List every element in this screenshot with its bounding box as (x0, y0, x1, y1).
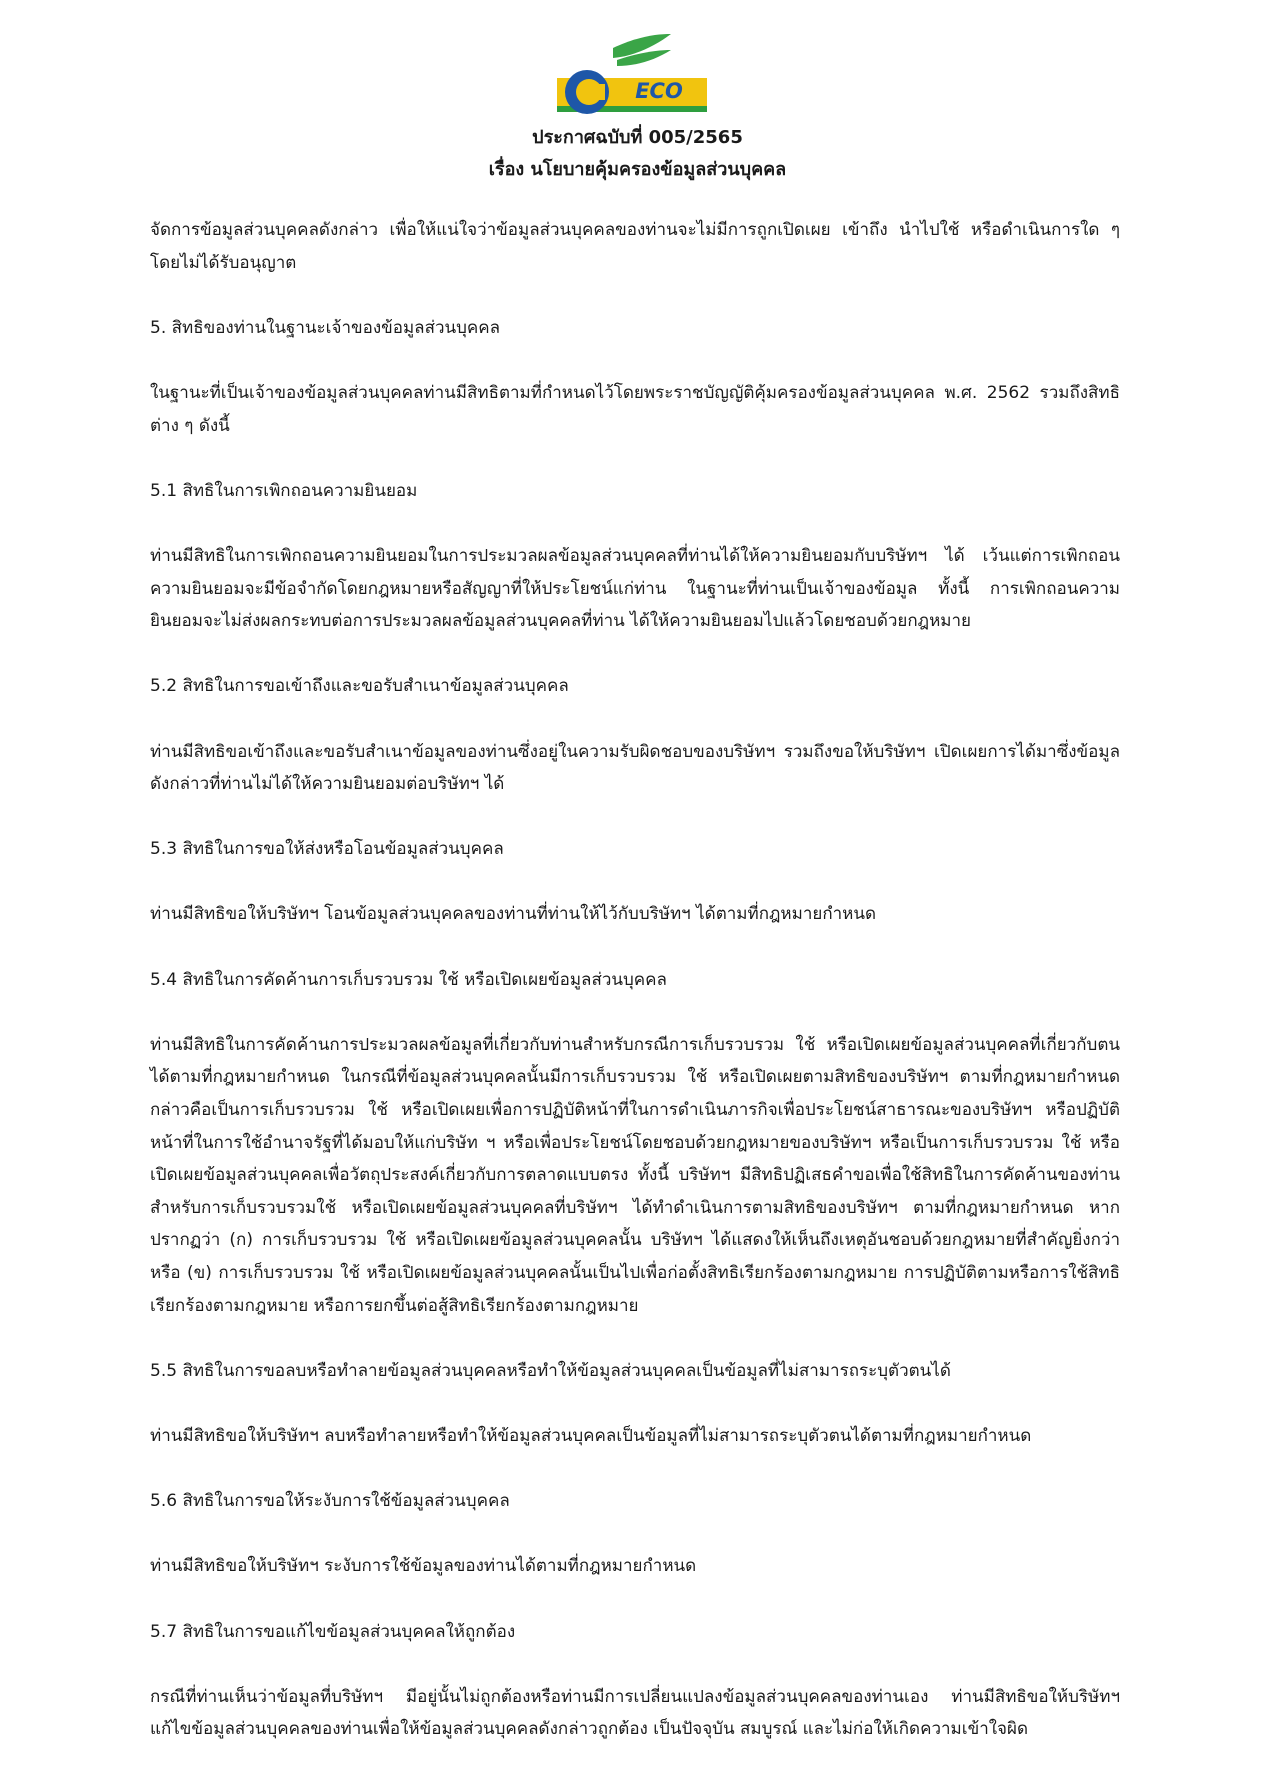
subsection-body: ท่านมีสิทธิในการเพิกถอนความยินยอมในการประมวลผลข้อมูลส่วนบุคคลที่ท่านได้ให้ความยินยอมกับบริษัทฯ ได้ เว้นแต่การเพิกถอนความยินยอมจะมีข้อจำกัดโดยกฎหมายหรือสัญญาที่ให้ประโยชน์แก่ท่าน ในฐานะที่ท่านเป็นเจ้าของข้อมูล ทั้งนี้ การเพิกถอนความยินยอมจะไม่ส่งผลกระทบต่อการประมวลผลข้อมูลส่วนบุคคลที่ท่าน ได้ให้ความยินยอมไปแล้วโดยชอบด้วยกฎหมาย (150, 545, 1120, 632)
subsection-5-7 (150, 1616, 1120, 1746)
section-5-heading: 5. สิทธิของท่านในฐานะเจ้าของข้อมูลส่วนบุคคล (150, 317, 501, 338)
subsection-5-1 (150, 475, 1120, 638)
subsection-5-6 (150, 1485, 1120, 1583)
intro-paragraph: จัดการข้อมูลส่วนบุคคลดังกล่าว เพื่อให้แน่ใจว่าข้อมูลส่วนบุคคลของท่านจะไม่มีการถูกเปิดเผย เข้าถึง นำไปใช้ หรือดำเนินการใด ๆ โดยไม่ได้รับอนุญาต (150, 220, 1120, 273)
subsection-title: 5.2 สิทธิในการขอเข้าถึงและขอรับสำเนาข้อมูลส่วนบุคคล (150, 676, 569, 697)
document-body (150, 214, 1120, 1779)
subsection-body: ท่านมีสิทธิขอให้บริษัทฯ โอนข้อมูลส่วนบุคคลของท่านที่ท่านให้ไว้กับบริษัทฯ ได้ตามที่กฎหมายกำหนด (150, 904, 877, 925)
subsection-body: ท่านมีสิทธิขอให้บริษัทฯ ระงับการใช้ข้อมูลของท่านได้ตามที่กฎหมายกำหนด (150, 1556, 697, 1577)
subsection-title: 5.1 สิทธิในการเพิกถอนความยินยอม (150, 480, 418, 501)
subsection-title: 5.5 สิทธิในการขอลบหรือทำลายข้อมูลส่วนบุคคลหรือทำให้ข้อมูลส่วนบุคคลเป็นข้อมูลที่ไม่สามารถระบุตัวตนได้ (150, 1360, 951, 1381)
subsection-body: ท่านมีสิทธิในการคัดค้านการประมวลผลข้อมูลที่เกี่ยวกับท่านสำหรับกรณีการเก็บรวบรวม ใช้ หรือเปิดเผยข้อมูลส่วนบุคคลที่เกี่ยวกับตนได้ตามที่กฎหมายกำหนด ในกรณีที่ข้อมูลส่วนบุคคลนั้นมีการเก็บรวบรวม ใช้ หรือเปิดเผยตามสิทธิของบริษัทฯ ตามที่กฎหมายกำหนด กล่าวคือเป็นการเก็บรวบรวม ใช้ หรือเปิดเผยเพื่อการปฏิบัติหน้าที่ในการดำเนินภารกิจเพื่อประโยชน์สาธารณะของบริษัทฯ หรือปฏิบัติหน้าที่ในการใช้อำนาจรัฐที่ได้มอบให้แก่บริษัท ฯ หรือเพื่อประโยชน์โดยชอบด้วยกฎหมายของบริษัทฯ หรือเป็นการเก็บรวบรวม ใช้ หรือเปิดเผยข้อมูลส่วนบุคคลเพื่อวัตถุประสงค์เกี่ยวกับการตลาดแบบตรง ทั้งนี้ บริษัทฯ มีสิทธิปฏิเสธคำขอเพื่อใช้สิทธิในการคัดค้านของท่านสำหรับการเก็บรวบรวมใช้ หรือเปิดเผยข้อมูลส่วนบุคคลที่บริษัทฯ ได้ทำดำเนินการตามสิทธิของบริษัทฯ ตามที่กฎหมายกำหนด หากปรากฏว่า (ก) การเก็บรวบรวม ใช้ หรือเปิดเผยข้อมูลส่วนบุคคลนั้น บริษัทฯ ได้แสดงให้เห็นถึงเหตุอันชอบด้วยกฎหมายที่สำคัญยิ่งกว่า หรือ (ข) การเก็บรวบรวม ใช้ หรือเปิดเผยข้อมูลส่วนบุคคลนั้นเป็นไปเพื่อก่อตั้งสิทธิเรียกร้องตามกฎหมาย การปฏิบัติตามหรือการใช้สิทธิเรียกร้องตามกฎหมาย หรือการยกขึ้นต่อสู้สิทธิเรียกร้องตามกฎหมาย (150, 1034, 1120, 1316)
subsection-title: 5.6 สิทธิในการขอให้ระงับการใช้ข้อมูลส่วนบุคคล (150, 1491, 510, 1512)
eco-logo (555, 34, 711, 120)
subsection-body: ท่านมีสิทธิขอเข้าถึงและขอรับสำเนาข้อมูลของท่านซึ่งอยู่ในความรับผิดชอบของบริษัทฯ รวมถึงขอให้บริษัทฯ เปิดเผยการได้มาซึ่งข้อมูลดังกล่าวที่ท่านไม่ได้ให้ความยินยอมต่อบริษัทฯ ได้ (150, 741, 1120, 795)
subsection-5-5 (150, 1355, 1120, 1453)
subsection-title: 5.7 สิทธิในการขอแก้ไขข้อมูลส่วนบุคคลให้ถูกต้อง (150, 1621, 516, 1642)
subsection-5-3 (150, 833, 1120, 931)
subsection-5-2 (150, 670, 1120, 800)
subsection-title: 5.3 สิทธิในการขอให้ส่งหรือโอนข้อมูลส่วนบุคคล (150, 839, 504, 860)
subsection-body: กรณีที่ท่านเห็นว่าข้อมูลที่บริษัทฯ มีอยู่นั้นไม่ถูกต้องหรือท่านมีการเปลี่ยนแปลงข้อมูลส่วนบุคคลของท่านเอง ท่านมีสิทธิขอให้บริษัทฯ แก้ไขข้อมูลส่วนบุคคลของท่านเพื่อให้ข้อมูลส่วนบุคคลดังกล่าวถูกต้อง เป็นปัจจุบัน สมบูรณ์ และไม่ก่อให้เกิดความเข้าใจผิด (150, 1686, 1120, 1740)
announcement-number: ประกาศฉบับที่ 005/2565 (532, 127, 743, 148)
subsection-body: ท่านมีสิทธิขอให้บริษัทฯ ลบหรือทำลายหรือทำให้ข้อมูลส่วนบุคคลเป็นข้อมูลที่ไม่สามารถระบุตัวตนได้ตามที่กฎหมายกำหนด (150, 1425, 1032, 1446)
section-5-body: ในฐานะที่เป็นเจ้าของข้อมูลส่วนบุคคลท่านมีสิทธิตามที่กำหนดไว้โดยพระราชบัญญัติคุ้มครองข้อมูลส่วนบุคคล พ.ศ. 2562 รวมถึงสิทธิต่าง ๆ ดังนี้ (150, 382, 1120, 436)
eco-logo-image (555, 34, 711, 120)
subsection-title: 5.4 สิทธิในการคัดค้านการเก็บรวบรวม ใช้ หรือเปิดเผยข้อมูลส่วนบุคคล (150, 969, 667, 990)
subsection-5-4 (150, 964, 1120, 1323)
announcement-subject: เรื่อง นโยบายคุ้มครองข้อมูลส่วนบุคคล (488, 159, 787, 180)
eco-logo-text: ECO (635, 79, 683, 103)
